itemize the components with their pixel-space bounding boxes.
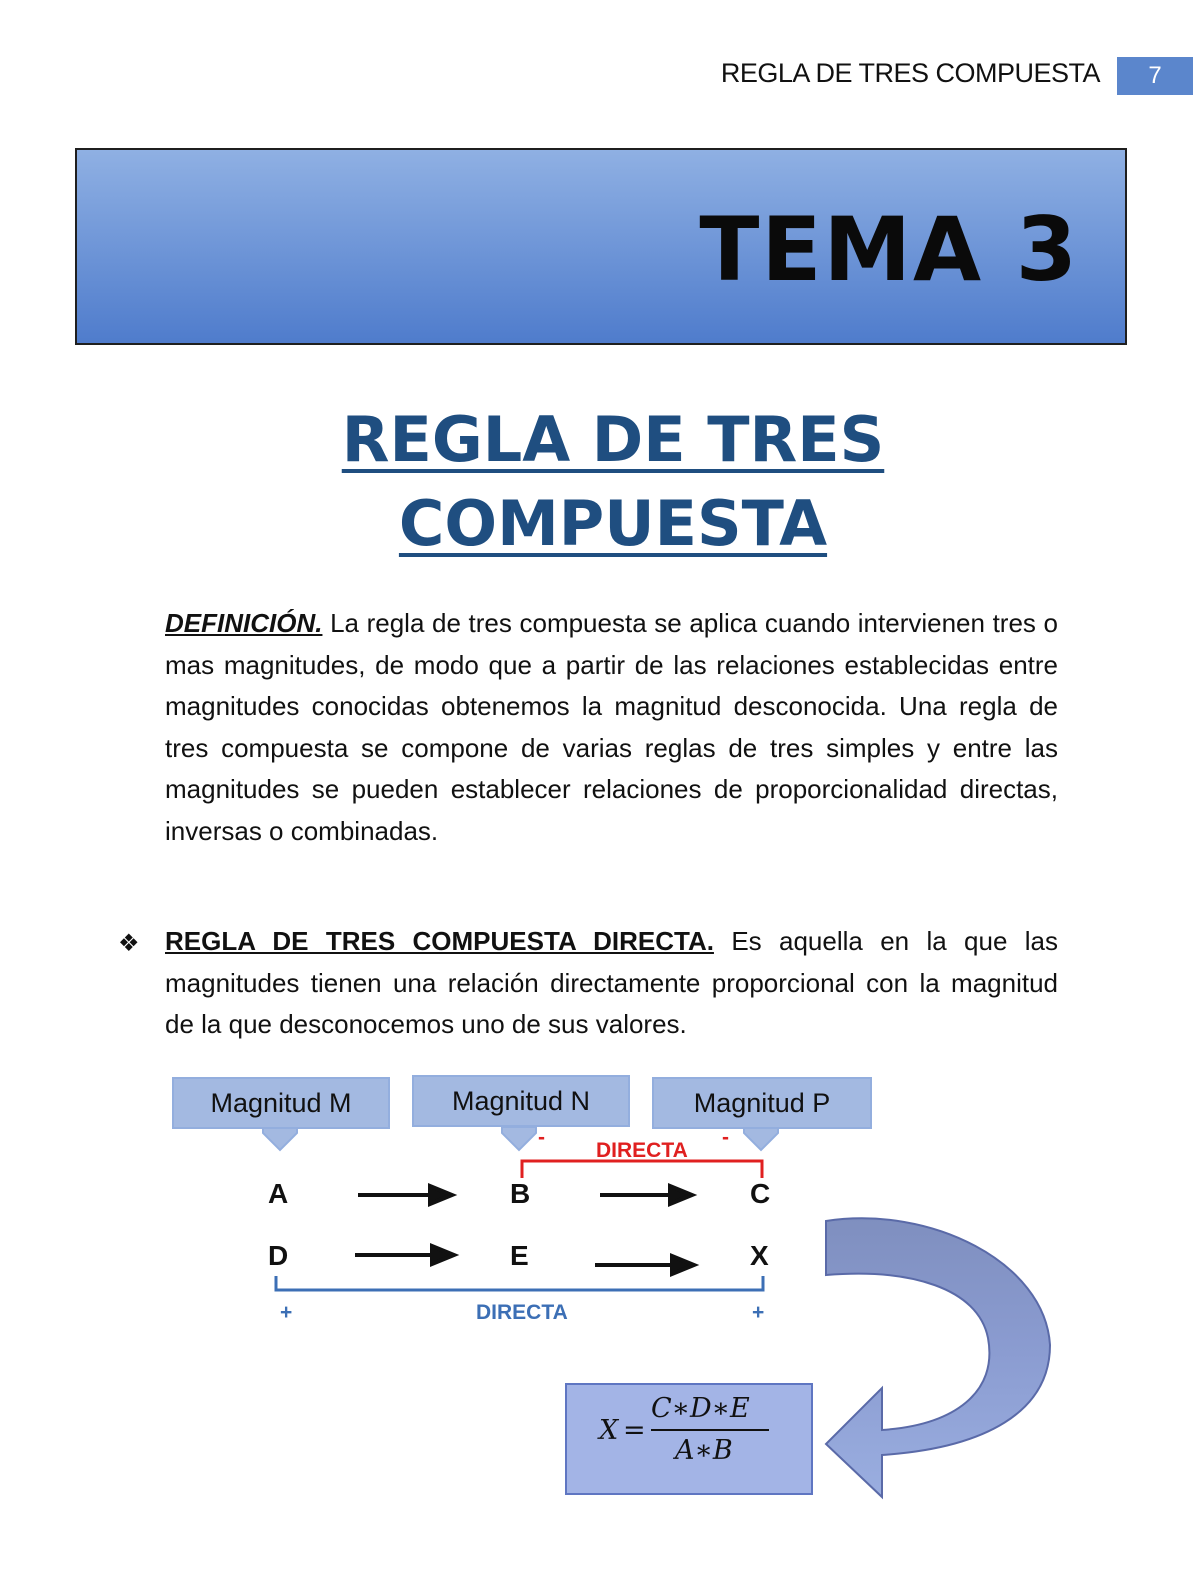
letter-a: A <box>268 1178 289 1209</box>
main-title-line2: COMPUESTA <box>398 487 828 560</box>
letter-d: D <box>268 1240 289 1271</box>
blue-relation-label: DIRECTA <box>476 1301 568 1324</box>
red-left-sign: - <box>538 1126 545 1149</box>
letter-b: B <box>510 1178 531 1209</box>
blue-left-sign: + <box>280 1301 293 1324</box>
header-title: REGLA DE TRES COMPUESTA <box>720 58 1100 88</box>
letter-e: E <box>510 1240 529 1271</box>
section-text: Es aquella en la que las magnitudes tienen una relación directamente proporcional con la magnitud de la que desconocemos uno de sus valores. <box>165 926 1058 1040</box>
fraction-line <box>651 1429 769 1431</box>
formula-box <box>565 1383 813 1495</box>
red-relation-label: DIRECTA <box>596 1139 688 1162</box>
formula-lhs: X <box>599 1415 619 1446</box>
curved-arrow-icon <box>826 1218 1050 1497</box>
page-number: 7 <box>1117 57 1193 95</box>
pointer-p <box>744 1127 778 1150</box>
magnitude-n-box: Magnitud N <box>412 1075 630 1127</box>
red-bracket <box>522 1161 762 1178</box>
pointer-n <box>502 1127 536 1150</box>
chapter-title: TEMA 3 <box>699 198 1079 301</box>
main-title-line1: REGLA DE TRES <box>341 403 885 476</box>
bullet-icon: ❖ <box>118 930 140 957</box>
blue-bracket <box>276 1276 763 1290</box>
letter-c: C <box>750 1178 771 1209</box>
blue-right-sign: + <box>752 1301 765 1324</box>
pointer-m <box>263 1127 297 1150</box>
magnitude-p-box: Magnitud P <box>652 1077 872 1129</box>
definition-label: DEFINICIÓN. <box>165 608 323 638</box>
formula-denominator: A∗B <box>675 1435 733 1466</box>
red-right-sign: - <box>722 1126 729 1149</box>
magnitude-m-box: Magnitud M <box>172 1077 390 1129</box>
definition-text: La regla de tres compuesta se aplica cuando intervienen tres o mas magnitudes, de modo que a partir de las relaciones establecidas entre magnitudes conocidas obtenemos la magnitud desconocida. Una regla de tres compuesta se compone de varias reglas de tres simples y entre las magnitudes se pueden establecer relaciones de proporcionalidad directas, inversas o combinadas. <box>165 608 1058 846</box>
section-label: REGLA DE TRES COMPUESTA DIRECTA. <box>165 926 714 956</box>
formula-equals: = <box>623 1415 646 1446</box>
formula-numerator: C∗D∗E <box>651 1393 750 1424</box>
letter-x: X <box>750 1240 769 1271</box>
